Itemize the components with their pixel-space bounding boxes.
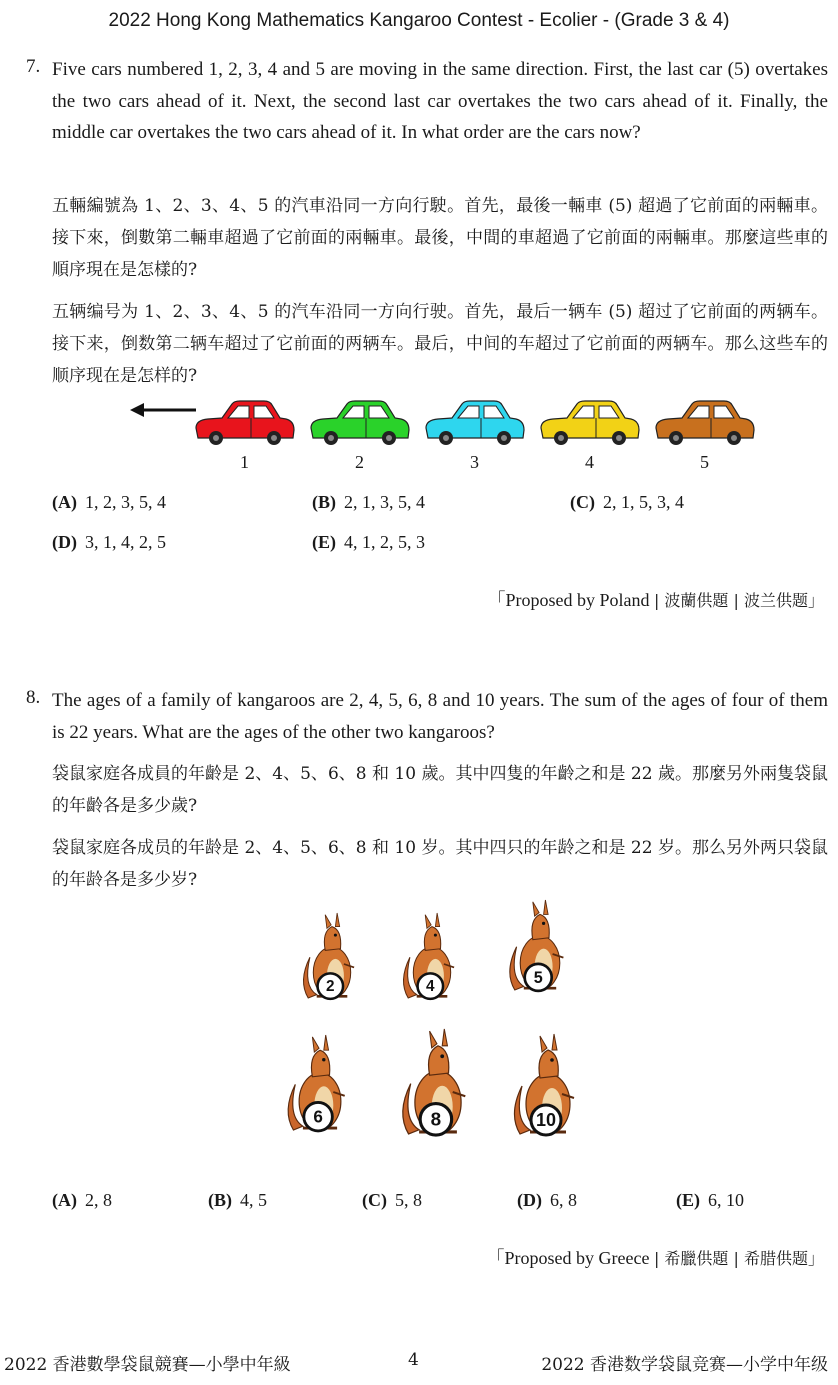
cars-illustration xyxy=(194,398,754,448)
option-label: (A) xyxy=(52,1190,77,1210)
q7-proposed-by xyxy=(487,586,824,612)
option-value: 1, 2, 3, 5, 4 xyxy=(85,492,166,512)
car-number-label: 3 xyxy=(470,452,479,472)
option-label: (E) xyxy=(312,532,336,552)
direction-arrow-icon xyxy=(130,400,200,420)
option-label: (E) xyxy=(676,1190,700,1210)
option-value: 6, 10 xyxy=(708,1190,744,1210)
option-value: 2, 8 xyxy=(85,1190,112,1210)
page-header: 2022 Hong Kong Mathematics Kangaroo Contest - Ecolier - (Grade 3 & 4) xyxy=(108,10,730,31)
kangaroo-6-icon xyxy=(288,1035,345,1131)
footer-traditional: 2022 香港數學袋鼠競賽—小學中年級 xyxy=(4,1355,291,1375)
proposed-chinese: | 希臘供題 | 希腊供题」 xyxy=(653,1249,824,1268)
q7-option-c[interactable] xyxy=(570,492,684,513)
question-7-english: Five cars numbered 1, 2, 3, 4 and 5 are moving in the same direction. First, the last car (5) overtakes the two cars ahead of it. Next, the second last car overtakes the two cars ahead of it. Finally, the middle car overtakes the two cars ahead of it. In what order are the cars now? xyxy=(52,59,828,143)
option-label: (B) xyxy=(312,492,336,512)
car-number-label: 5 xyxy=(700,452,709,472)
kangaroo-2-icon xyxy=(303,913,354,999)
option-label: (C) xyxy=(362,1190,387,1210)
page-number: 4 xyxy=(408,1350,419,1370)
kangaroo-10-icon xyxy=(514,1034,574,1135)
car-3-icon xyxy=(426,401,524,445)
q7-option-b[interactable] xyxy=(312,492,425,513)
car-1-icon xyxy=(196,401,294,445)
q8-proposed-by xyxy=(487,1244,825,1270)
option-label: (D) xyxy=(517,1190,542,1210)
car-5-icon xyxy=(656,401,754,445)
question-7-number: 7. xyxy=(26,56,41,77)
q7-option-d[interactable] xyxy=(52,532,166,553)
question-8-english: The ages of a family of kangaroos are 2, 4, 5, 6, 8 and 10 years. The sum of the ages of four of them is 22 years. What are the ages of the other two kangaroos? xyxy=(52,690,828,743)
option-value: 5, 8 xyxy=(395,1190,422,1210)
svg-text:4: 4 xyxy=(426,978,435,996)
car-2-icon xyxy=(311,401,409,445)
option-label: (C) xyxy=(570,492,595,512)
q7-option-e[interactable] xyxy=(312,532,425,553)
q7-option-a[interactable] xyxy=(52,492,166,513)
kangaroo-5-icon xyxy=(510,900,564,991)
kangaroo-8-icon xyxy=(403,1029,466,1135)
car-number-label: 2 xyxy=(355,452,364,472)
proposed-chinese: | 波蘭供題 | 波兰供题」 xyxy=(653,591,824,610)
kangaroos-illustration xyxy=(270,898,610,1168)
q8-option-d[interactable] xyxy=(517,1190,577,1211)
footer-simplified: 2022 香港数学袋鼠竞赛—小学中年级 xyxy=(541,1355,828,1375)
svg-text:10: 10 xyxy=(535,1110,557,1130)
car-4-icon xyxy=(541,401,639,445)
svg-text:6: 6 xyxy=(313,1107,323,1127)
q8-option-e[interactable] xyxy=(676,1190,744,1211)
q8-option-a[interactable] xyxy=(52,1190,112,1211)
option-value: 4, 5 xyxy=(240,1190,267,1210)
option-value: 6, 8 xyxy=(550,1190,577,1210)
option-value: 2, 1, 3, 5, 4 xyxy=(344,492,425,512)
question-8-chinese-traditional: 袋鼠家庭各成員的年齡是 2、4、5、6、8 和 10 歲。其中四隻的年齡之和是 22 歲。那麼另外兩隻袋鼠的年齡各是多少歲? xyxy=(52,764,828,816)
car-number-label: 1 xyxy=(240,452,249,472)
question-8-chinese-simplified: 袋鼠家庭各成员的年龄是 2、4、5、6、8 和 10 岁。其中四只的年龄之和是 22 岁。那么另外两只袋鼠的年龄各是多少岁? xyxy=(52,838,828,890)
question-8-number: 8. xyxy=(26,687,41,708)
option-value: 2, 1, 5, 3, 4 xyxy=(603,492,684,512)
option-label: (D) xyxy=(52,532,77,552)
question-7-chinese-simplified: 五辆编号为 1、2、3、4、5 的汽车沿同一方向行驶。首先，最后一辆车 (5) 超过了它前面的两辆车。接下来，倒数第二辆车超过了它前面的两辆车。最后，中间的车超过了它前面的两辆车。那么这些车的顺序现在是怎样的? xyxy=(52,302,828,386)
svg-text:5: 5 xyxy=(533,968,543,987)
option-value: 4, 1, 2, 5, 3 xyxy=(344,532,425,552)
option-label: (A) xyxy=(52,492,77,512)
proposed-english: 「Proposed by Poland xyxy=(487,590,650,610)
svg-text:8: 8 xyxy=(430,1109,442,1131)
option-label: (B) xyxy=(208,1190,232,1210)
proposed-english: 「Proposed by Greece xyxy=(486,1248,650,1268)
svg-text:2: 2 xyxy=(326,978,335,996)
q8-option-b[interactable] xyxy=(208,1190,267,1211)
question-7-chinese-traditional: 五輛編號為 1、2、3、4、5 的汽車沿同一方向行駛。首先，最後一輛車 (5) 超過了它前面的兩輛車。接下來，倒數第二輛車超過了它前面的兩輛車。最後，中間的車超過了它前面的兩輛車。那麼這些車的順序現在是怎樣的? xyxy=(52,196,828,280)
kangaroo-4-icon xyxy=(403,913,454,999)
q8-option-c[interactable] xyxy=(362,1190,422,1211)
car-number-label: 4 xyxy=(585,452,594,472)
option-value: 3, 1, 4, 2, 5 xyxy=(85,532,166,552)
